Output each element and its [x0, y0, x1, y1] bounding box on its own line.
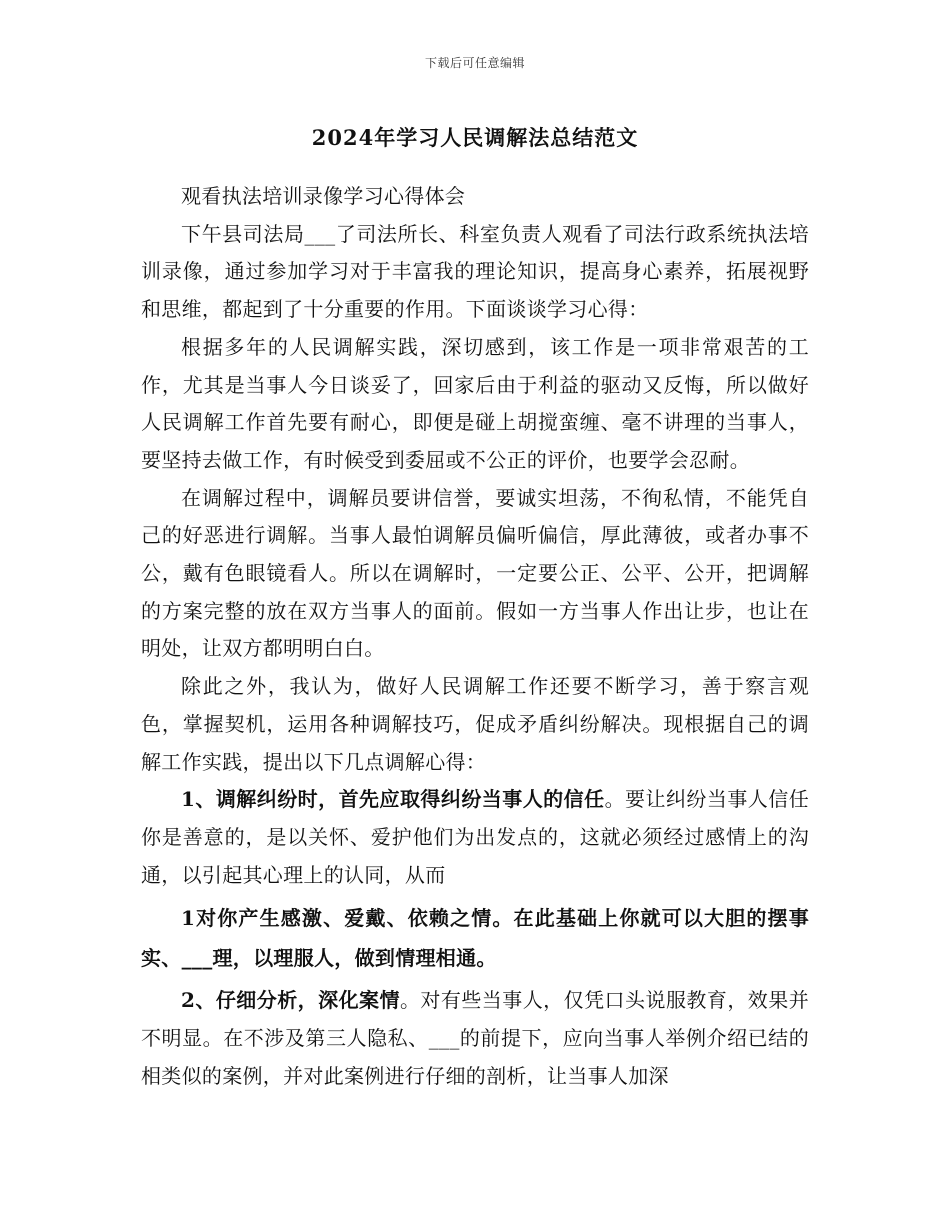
paragraph-7 — [141, 982, 809, 1095]
point-2-heading: 2、仔细分析，深化案情 — [181, 988, 400, 1013]
point-1-text: 。要让纠纷当事人信任你是善意的，是以关怀、爱护他们为出发点的，这就必须经过感情上的沟通，以引起其心理上的认同，从而 — [141, 787, 809, 887]
document-title: 2024年学习人民调解法总结范文 — [311, 125, 639, 150]
paragraph-3: 在调解过程中，调解员要讲信誉，要诚实坦荡，不徇私情，不能凭自己的好恶进行调解。当事人最怕调解员偏听偏信，厚此薄彼，或者办事不公，戴有色眼镜看人。所以在调解时，一定要公正、公平、公开，把调解的方案完整的放在双方当事人的面前。假如一方当事人作出让步，也让在明处，让双方都明明白白。 — [141, 485, 809, 661]
paragraph-2: 根据多年的人民调解实践，深切感到，该工作是一项非常艰苦的工作，尤其是当事人今日谈妥了，回家后由于利益的驱动又反悔，所以做好人民调解工作首先要有耐心，即便是碰上胡搅蛮缠、毫不讲理的当事人，要坚持去做工作，有时候受到委屈或不公正的评价，也要学会忍耐。 — [141, 334, 809, 472]
section-subtitle: 观看执法培训录像学习心得体会 — [181, 184, 466, 208]
point-2-text: 。对有些当事人，仅凭口头说服教育，效果并不明显。在不涉及第三人隐私、___的前提下，应向当事人举例介绍已结的相类似的案例，并对此案例进行仔细的剖析，让当事人加深 — [141, 988, 809, 1088]
page-header-note: 下载后可任意编辑 — [424, 56, 525, 70]
paragraph-4: 除此之外，我认为，做好人民调解工作还要不断学习，善于察言观色，掌握契机，运用各种调解技巧，促成矛盾纠纷解决。现根据自己的调解工作实践，提出以下几点调解心得： — [141, 674, 809, 774]
point-1-heading: 1、调解纠纷时，首先应取得纠纷当事人的信任 — [181, 787, 605, 812]
paragraph-1: 下午县司法局___了司法所长、科室负责人观看了司法行政系统执法培训录像，通过参加学习对于丰富我的理论知识，提高身心素养，拓展视野和思维，都起到了十分重要的作用。下面谈谈学习心得： — [141, 221, 809, 322]
paragraph-5 — [141, 781, 809, 894]
document-body — [141, 120, 809, 1095]
paragraph-6-bold: 1对你产生感激、爱戴、依赖之情。在此基础上你就可以大胆的摆事实、___理，以理服人，做到情理相通。 — [141, 906, 809, 971]
